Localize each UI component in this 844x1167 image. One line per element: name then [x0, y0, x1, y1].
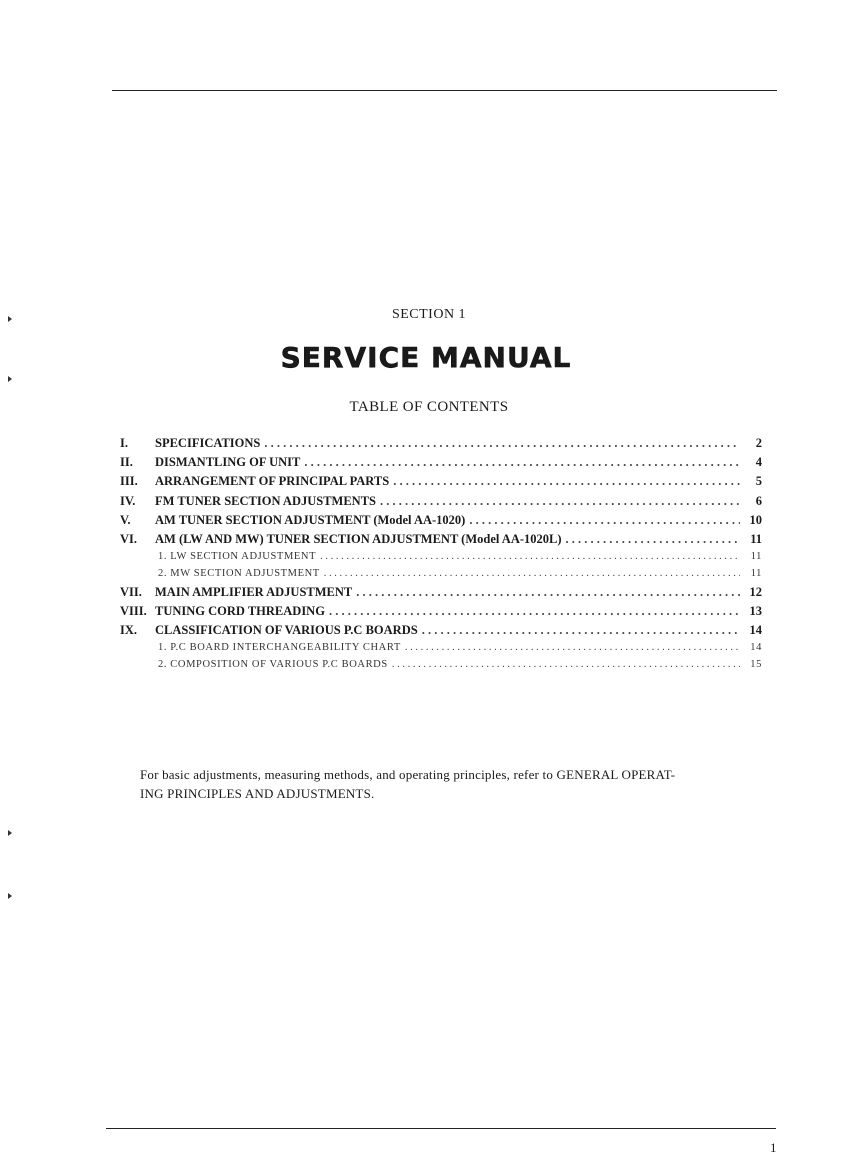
toc-entry-title: AM (LW AND MW) TUNER SECTION ADJUSTMENT (Model AA-1020L) — [155, 531, 562, 546]
dot-leader — [304, 455, 740, 470]
toc-entry-title: AM TUNER SECTION ADJUSTMENT (Model AA-1020) — [155, 512, 466, 527]
toc-entry-page: 5 — [755, 474, 762, 489]
toc-entry — [120, 513, 762, 532]
dot-leader — [324, 568, 740, 579]
dot-leader — [356, 585, 740, 600]
toc-entry — [120, 494, 762, 513]
toc-entry-page: 11 — [750, 551, 762, 563]
toc-entry — [120, 436, 762, 455]
toc-entry-title: ARRANGEMENT OF PRINCIPAL PARTS — [155, 474, 390, 489]
margin-mark — [8, 376, 12, 382]
toc-entry-page: 13 — [749, 603, 762, 618]
dot-leader — [422, 623, 740, 638]
toc-entry-title: SPECIFICATIONS — [155, 436, 261, 450]
toc-entry-number: I. — [120, 436, 128, 450]
toc-subentry — [120, 642, 762, 659]
section-label: SECTION 1 — [391, 307, 467, 322]
toc-entry-number: II. — [120, 455, 133, 470]
reference-note-line: For basic adjustments, measuring methods, and operating principles, refer to GENERAL OPERAT- — [140, 767, 676, 782]
page-number: 1 — [770, 1140, 777, 1155]
toc-entry-page: 6 — [755, 493, 762, 508]
reference-note — [140, 765, 740, 803]
toc-subentry-title: 2. MW SECTION ADJUSTMENT — [158, 567, 320, 579]
toc-entry — [120, 532, 762, 551]
reference-note-line: ING PRINCIPLES AND ADJUSTMENTS. — [140, 786, 375, 801]
toc-entry-page: 15 — [750, 659, 762, 671]
toc-title: TABLE OF CONTENTS — [349, 399, 509, 415]
toc-subentry — [120, 568, 762, 585]
toc-entry-page: 10 — [749, 512, 762, 527]
dot-leader — [566, 532, 740, 547]
toc-subentry — [120, 659, 762, 676]
table-of-contents — [120, 436, 762, 676]
toc-entry — [120, 455, 762, 474]
dot-leader — [405, 642, 740, 653]
dot-leader — [329, 604, 740, 619]
toc-entry — [120, 604, 762, 623]
toc-entry-number: IX. — [120, 623, 138, 638]
toc-subentry — [120, 551, 762, 568]
toc-entry-number: VI. — [120, 531, 138, 546]
top-rule — [112, 90, 777, 91]
margin-mark — [8, 893, 12, 899]
toc-entry — [120, 585, 762, 604]
page-title: SERVICE MANUAL — [280, 341, 572, 374]
toc-entry-title: DISMANTLING OF UNIT — [155, 455, 301, 470]
toc-subentry-title: 2. COMPOSITION OF VARIOUS P.C BOARDS — [158, 659, 388, 671]
dot-leader — [320, 551, 740, 562]
dot-leader — [393, 474, 740, 489]
toc-entry-number: V. — [120, 512, 131, 527]
toc-subentry-title: 1. P.C BOARD INTERCHANGEABILITY CHART — [158, 642, 401, 654]
dot-leader — [264, 436, 740, 451]
toc-entry — [120, 623, 762, 642]
toc-entry-page: 11 — [750, 531, 762, 546]
toc-entry — [120, 474, 762, 493]
bottom-rule — [106, 1128, 776, 1129]
toc-entry-page: 2 — [755, 436, 762, 450]
toc-entry-page: 14 — [749, 623, 762, 638]
toc-subentry-title: 1. LW SECTION ADJUSTMENT — [158, 551, 317, 563]
toc-entry-title: TUNING CORD THREADING — [155, 603, 325, 618]
toc-entry-page: 4 — [755, 455, 762, 470]
toc-entry-page: 11 — [750, 567, 762, 579]
toc-entry-number: III. — [120, 474, 138, 489]
toc-entry-page: 14 — [750, 642, 762, 654]
dot-leader — [392, 659, 740, 670]
dot-leader — [469, 513, 740, 528]
toc-entry-title: MAIN AMPLIFIER ADJUSTMENT — [155, 584, 353, 599]
toc-entry-number: VII. — [120, 584, 142, 599]
toc-entry-page: 12 — [749, 584, 762, 599]
toc-entry-title: FM TUNER SECTION ADJUSTMENTS — [155, 493, 376, 508]
margin-mark — [8, 830, 12, 836]
dot-leader — [380, 494, 740, 509]
toc-entry-number: VIII. — [120, 603, 147, 618]
toc-entry-title: CLASSIFICATION OF VARIOUS P.C BOARDS — [155, 623, 418, 638]
toc-entry-number: IV. — [120, 493, 136, 508]
